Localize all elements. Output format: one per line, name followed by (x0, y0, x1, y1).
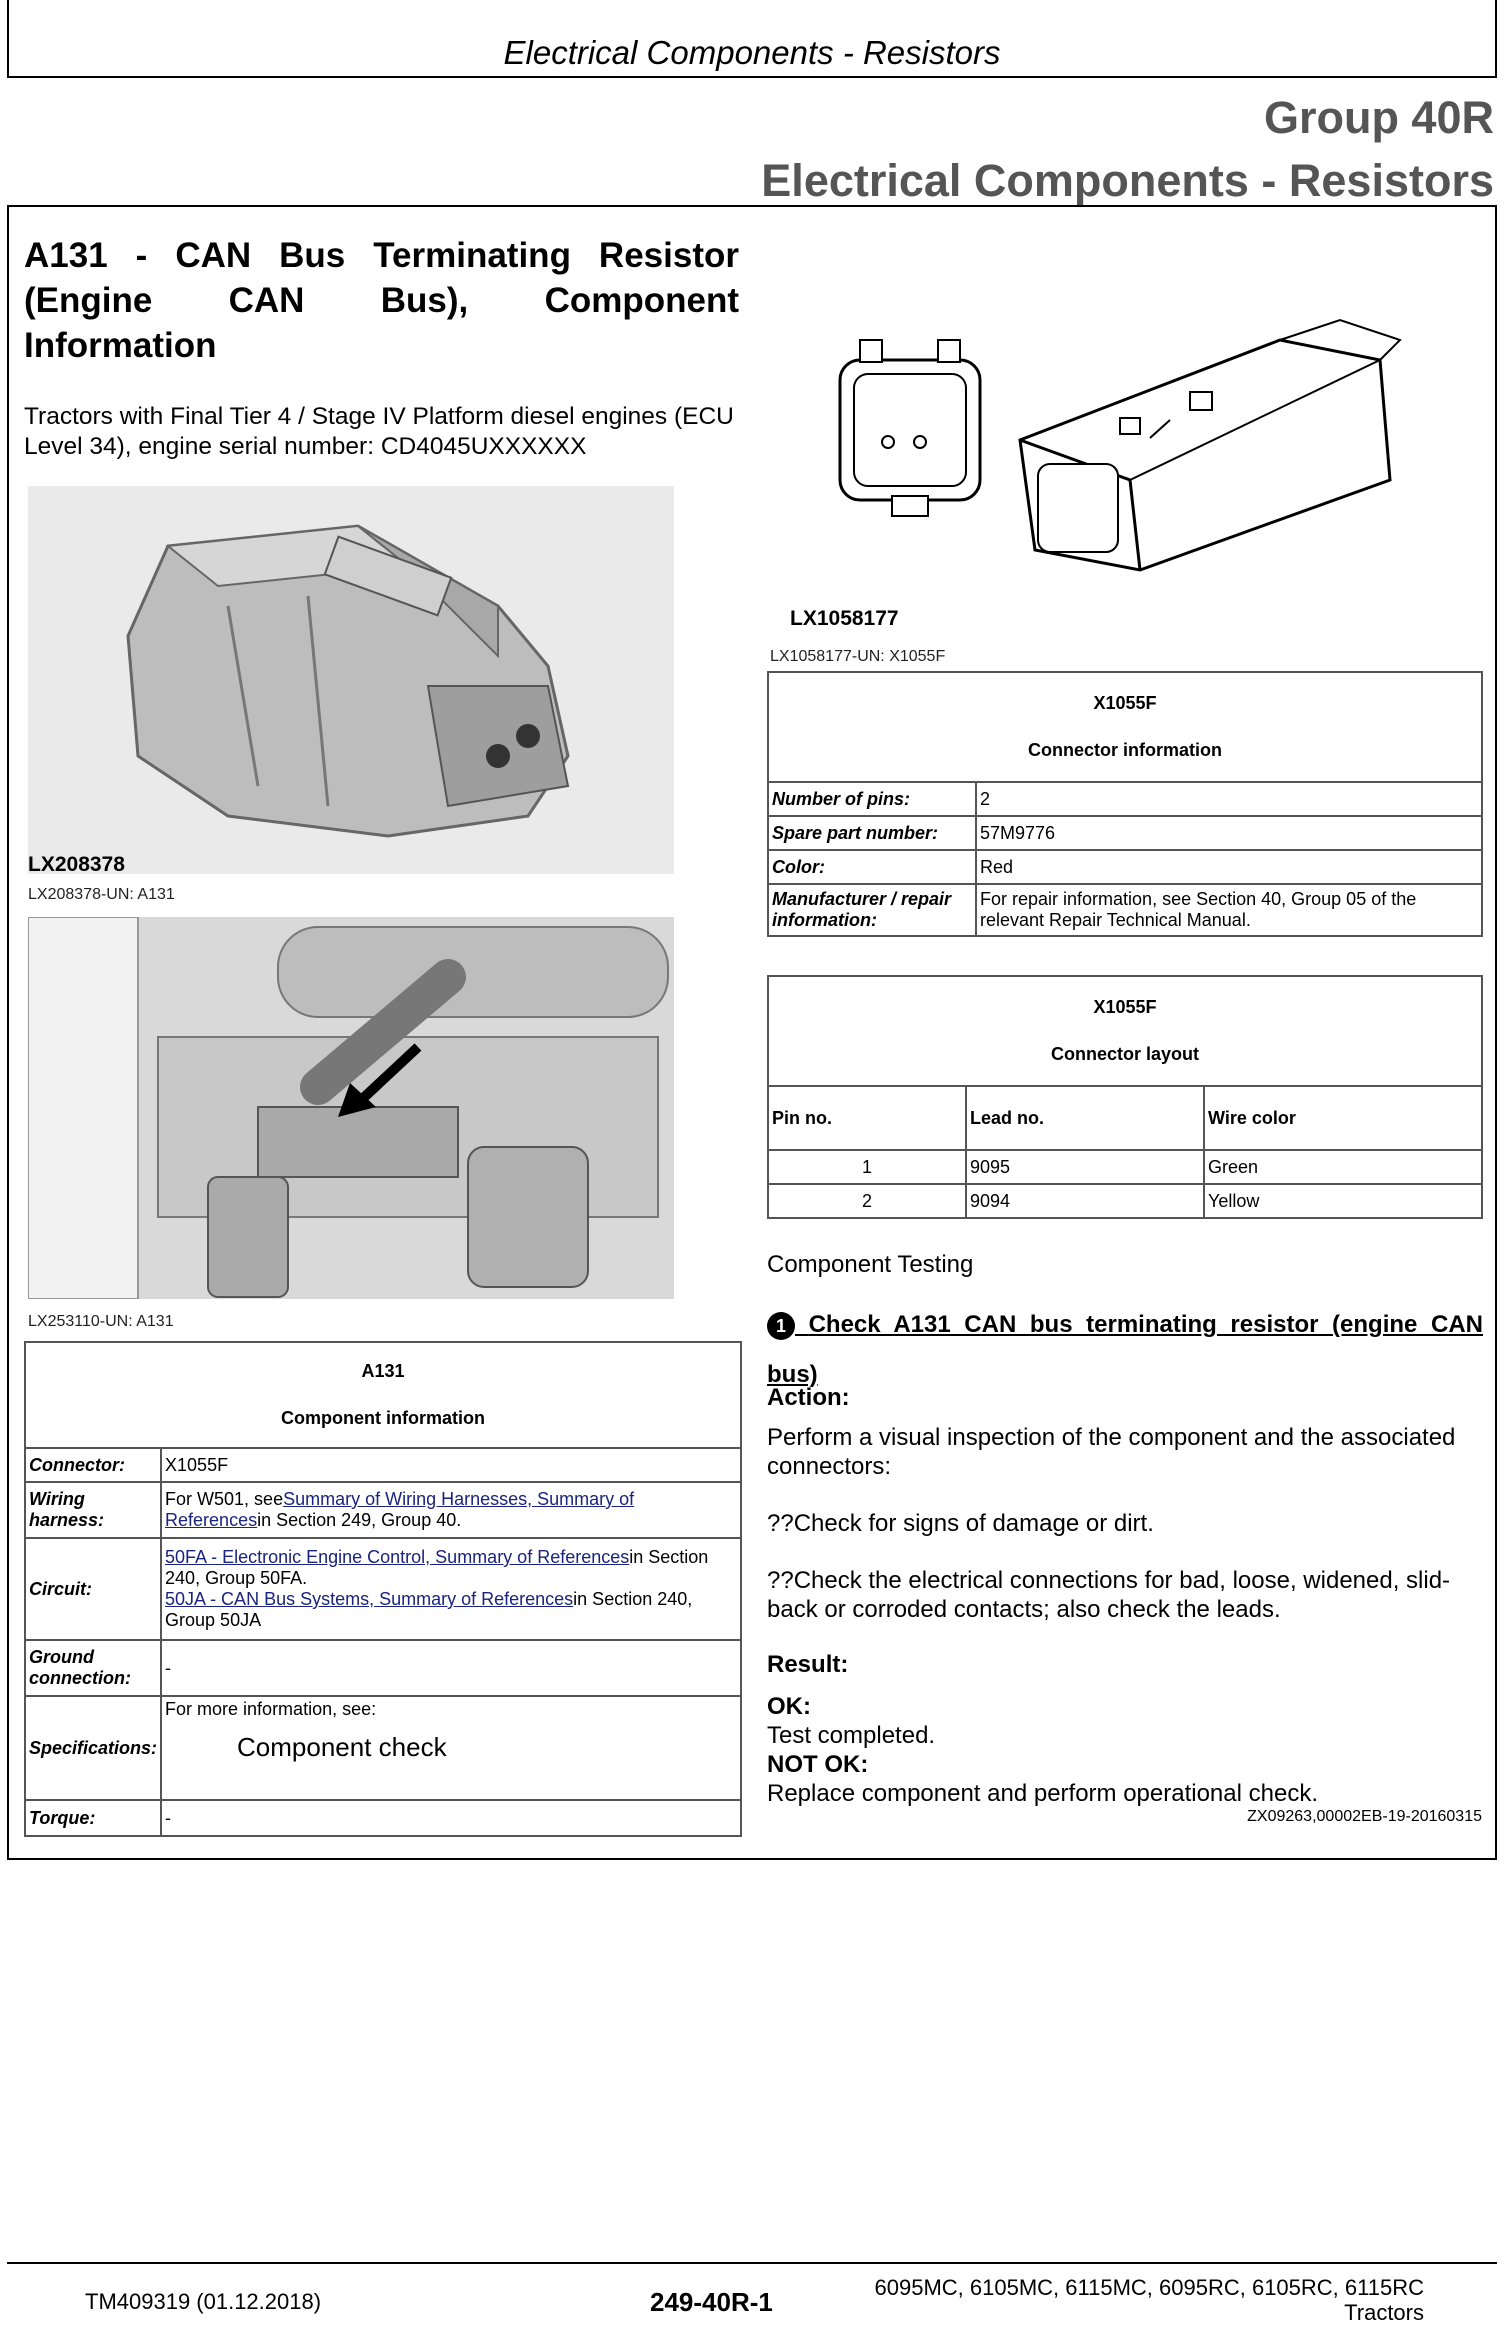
footer-type: Tractors (1344, 2300, 1424, 2325)
figure1-caption: LX208378-UN: A131 (28, 886, 175, 903)
result-label: Result: (767, 1651, 849, 1678)
component-info-table: A131 Component information Connector: X1055F Wiring harness: For W501, seeSummary of Wiring Harnesses, Summary of Referencesin Section 249, Group 40. Circuit: 50FA - Electronic Engine Control, Summary of Referencesin Section 240, Group 50FA. 50JA - CAN Bus Systems, Summary of Referencesin Section 240, Group 50JA Ground connection: - Specifications: For more information, see: Component check Torque: - (24, 1341, 742, 1837)
wiring-harness-link[interactable]: Summary of Wiring Harnesses, Summary of References (165, 1489, 635, 1530)
table-row: 2 9094 Yellow (768, 1184, 1482, 1218)
step-number-badge: 1 (767, 1312, 795, 1340)
test-step-title: 1 Check A131 CAN bus terminating resistor (engine CAN bus) (767, 1311, 1483, 1388)
intro-text: Tractors with Final Tier 4 / Stage IV Platform diesel engines (ECU Level 34), engine serial number: CD4045UXXXXXX (24, 403, 734, 460)
reference-code: ZX09263,00002EB-19-20160315 (1247, 1808, 1482, 1825)
check-item: ??Check for signs of damage or dirt. (767, 1510, 1154, 1537)
section-title: A131 - CAN Bus Terminating Resistor (Engine CAN Bus), Component Information (24, 236, 739, 365)
figure3-label: LX1058177 (790, 607, 899, 630)
check-item: ??Check the electrical connections for bad, loose, widened, slid-back or corroded contacts; also check the leads. (767, 1567, 1451, 1623)
ok-label: OK: (767, 1693, 811, 1720)
engine-control-link[interactable]: 50FA - Electronic Engine Control, Summary of References (165, 1547, 630, 1567)
running-header (7, 0, 1497, 78)
group-number: Group 40R (1263, 92, 1494, 143)
notok-label: NOT OK: (767, 1751, 869, 1778)
figure2-caption: LX253110-UN: A131 (28, 1313, 174, 1330)
action-label: Action: (767, 1384, 850, 1411)
connector-layout-table: X1055F Connector layout Pin no. Lead no. Wire color 1 9095 Green 2 9094 Yellow (767, 975, 1483, 1219)
group-title: Electrical Components - Resistors (761, 155, 1494, 206)
figure1-label: LX208378 (28, 853, 125, 876)
figure3-caption: LX1058177-UN: X1055F (770, 648, 946, 665)
table-row: 1 9095 Green (768, 1150, 1482, 1184)
connector-drawing-image (820, 300, 1410, 590)
can-bus-systems-link[interactable]: 50JA - CAN Bus Systems, Summary of References (165, 1589, 574, 1609)
notok-text: Replace component and perform operational check. (767, 1780, 1318, 1807)
ok-text: Test completed. (767, 1722, 936, 1749)
page-number: 249-40R-1 (650, 2287, 773, 2317)
footer-doc-id: TM409319 (01.12.2018) (85, 2289, 322, 2314)
component-check-link[interactable]: Component check (237, 1732, 447, 1762)
testing-heading: Component Testing (767, 1251, 974, 1278)
footer-models: 6095MC, 6105MC, 6115MC, 6095RC, 6105RC, 6115RC (874, 2275, 1424, 2300)
connector-info-table: X1055F Connector information Number of pins: 2 Spare part number: 57M9776 Color: Red Manufacturer / repair information: For repair information, see Section 40, Group 05 of the relevant Repair Technical Manual. (767, 671, 1483, 937)
action-text: Perform a visual inspection of the component and the associated connectors: (767, 1424, 1456, 1480)
engine-location-image (28, 917, 674, 1299)
footer-rule (7, 2262, 1497, 2264)
connector-render-image (28, 486, 674, 874)
running-title: Electrical Components - Resistors (503, 34, 1001, 71)
